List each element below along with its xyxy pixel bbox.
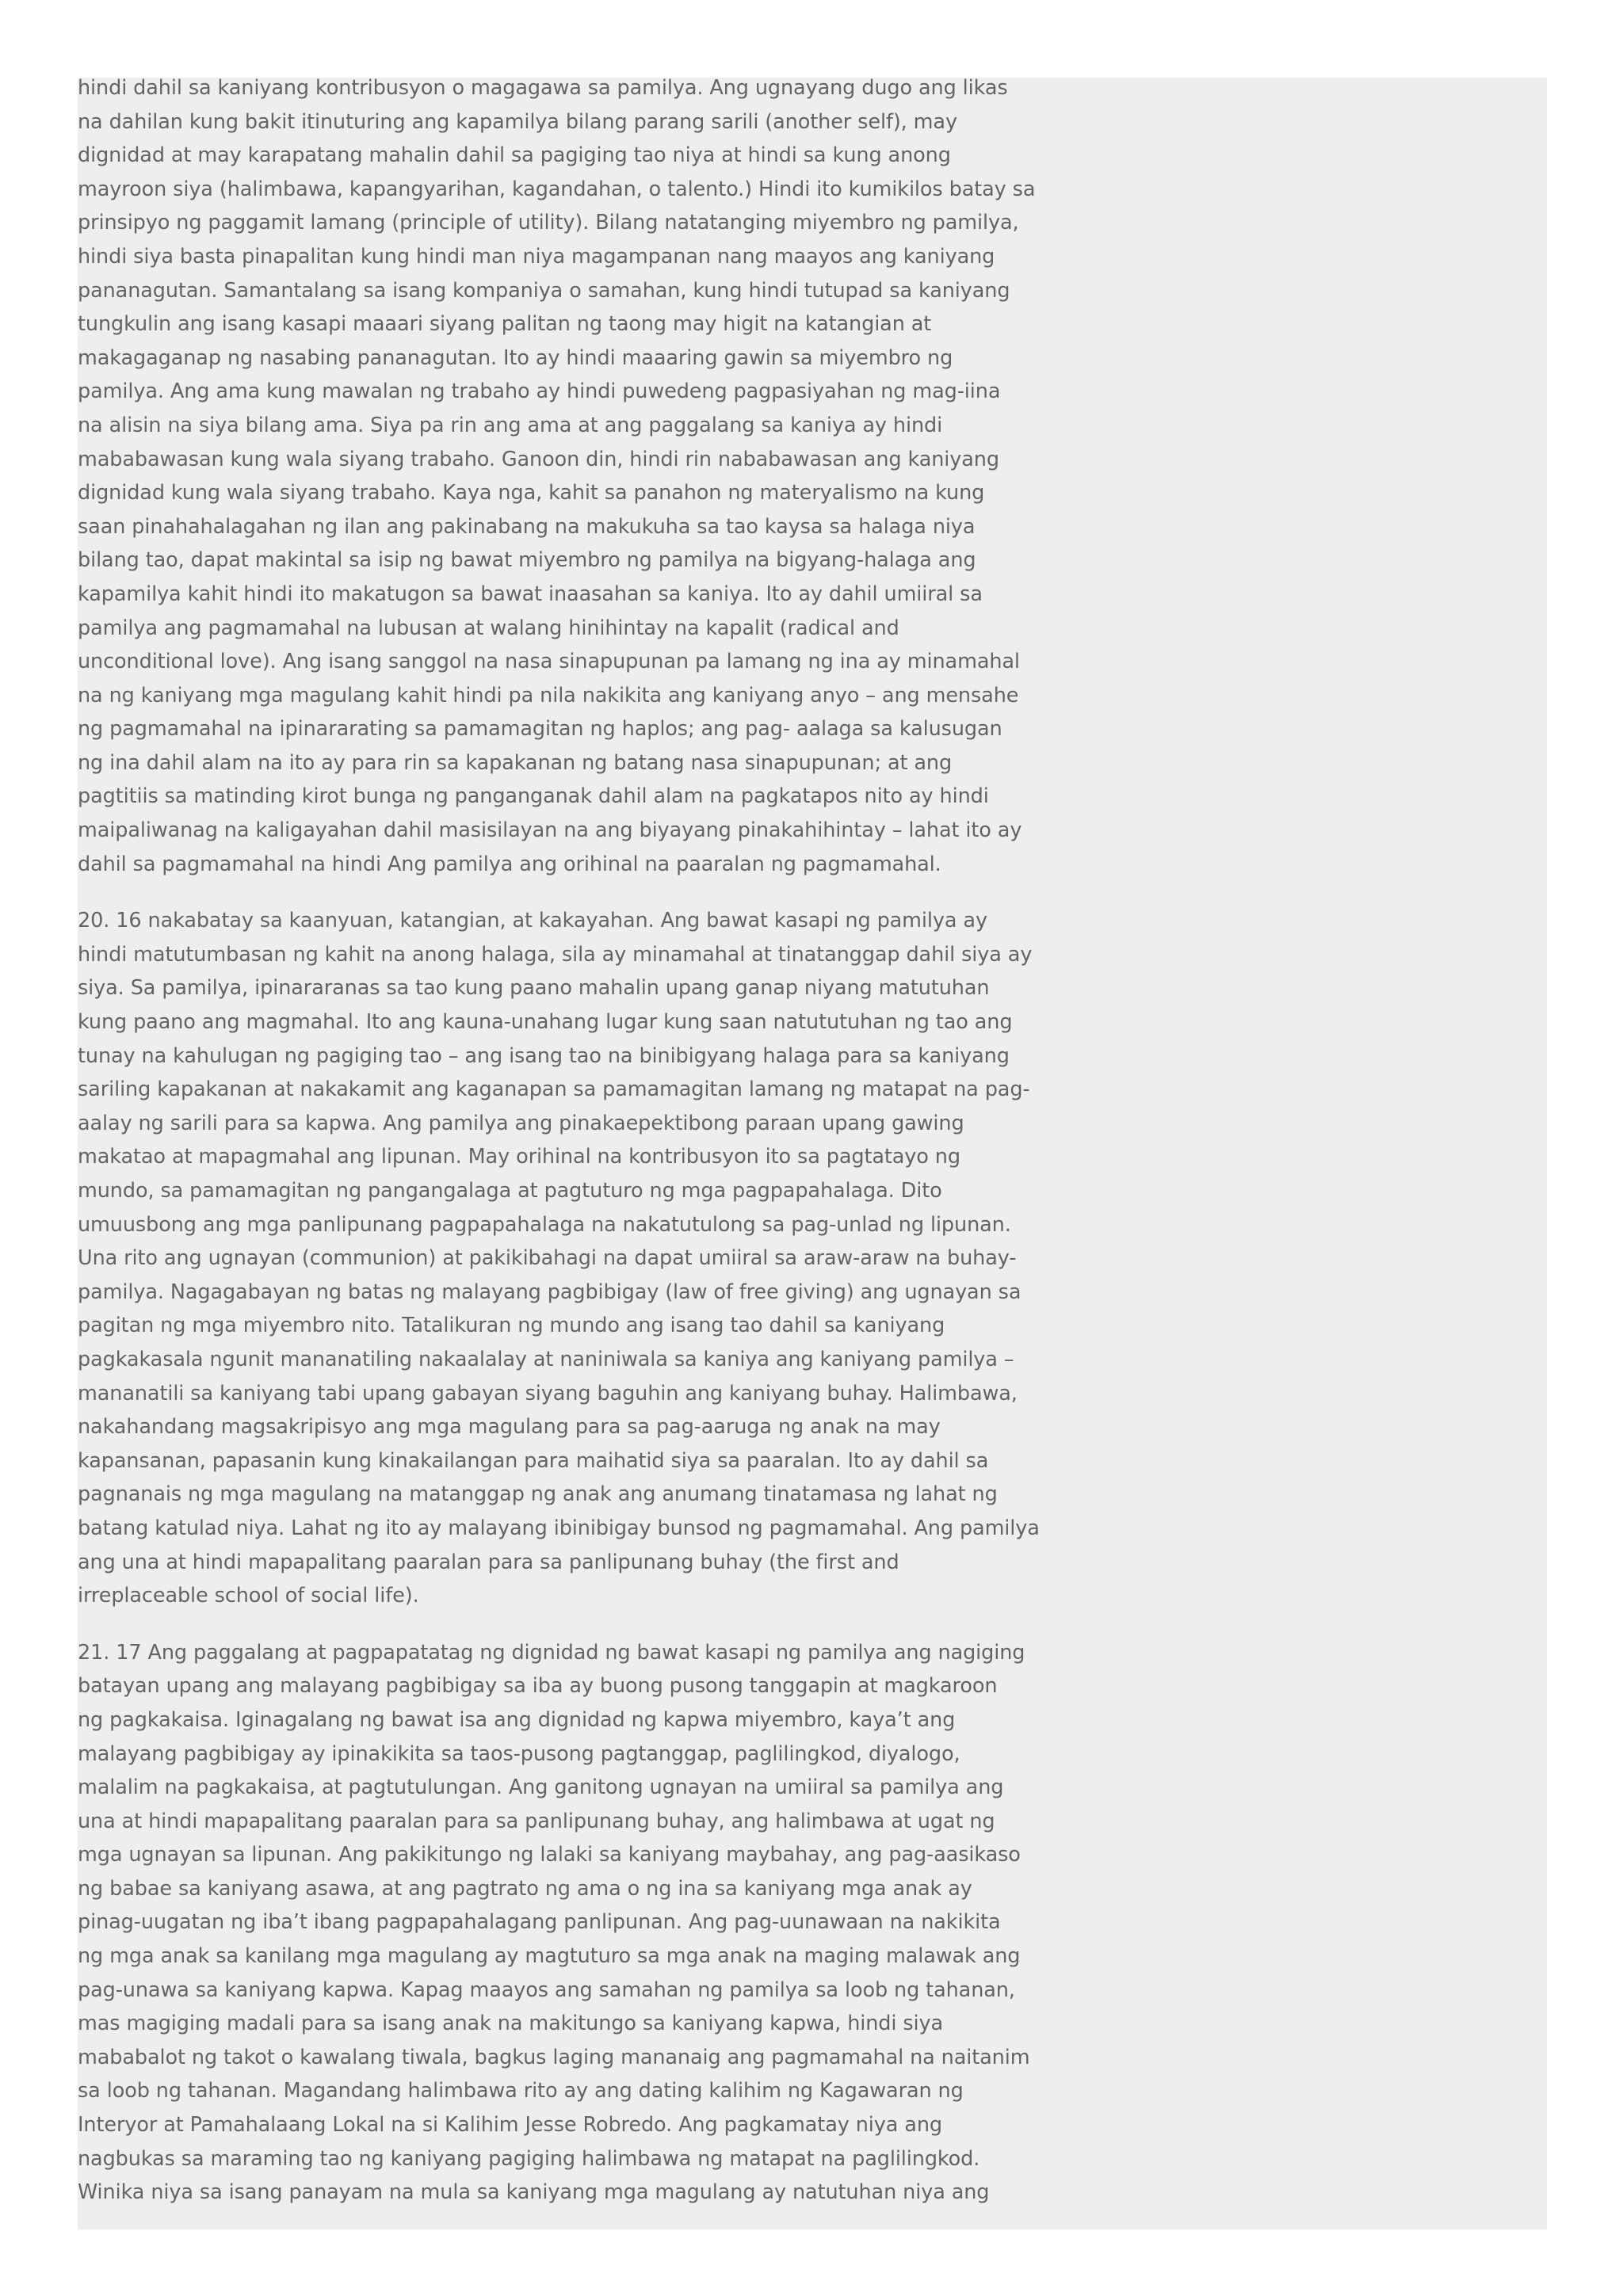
text-line: pagnanais ng mga magulang na matanggap ng anak ang anumang tinatamasa ng lahat ng bbox=[78, 1482, 998, 1507]
text-line: nagbukas sa maraming tao ng kaniyang pagiging halimbawa ng matapat na paglilingkod. bbox=[78, 2146, 980, 2171]
text-line: dahil sa pagmamahal na hindi Ang pamilya ang orihinal na paaralan ng pagmamahal. bbox=[78, 852, 941, 876]
text-line: Interyor at Pamahalaang Lokal na si Kalihim Jesse Robredo. Ang pagkamatay niya ang bbox=[78, 2113, 942, 2138]
text-line: tunay na kahulugan ng pagiging tao – ang isang tao na binibigyang halaga para sa kaniyang bbox=[78, 1043, 1010, 1068]
text-line: ng ina dahil alam na ito ay para rin sa kapakanan ng batang nasa sinapupunan; at ang bbox=[78, 750, 953, 775]
text-line: ng pagmamahal na ipinararating sa pamamagitan ng haplos; ang pag- aalaga sa kalusugan bbox=[78, 717, 1002, 742]
text-line: pamilya. Nagagabayan ng batas ng malayang pagbibigay (law of free giving) ang ugnayan sa bbox=[78, 1280, 1022, 1304]
text-line: mas magiging madali para sa isang anak na makitungo sa kaniyang kapwa, hindi siya bbox=[78, 2012, 944, 2036]
text-line: ang una at hindi mapapalitang paaralan para sa panlipunang buhay (the first and bbox=[78, 1550, 899, 1574]
text-line: prinsipyo ng paggamit lamang (principle of utility). Bilang natatanging miyembro ng pamilya, bbox=[78, 211, 1019, 235]
text-line: pagkakasala ngunit mananatiling nakaalalay at naniniwala sa kaniya ang kaniyang pamilya – bbox=[78, 1347, 1014, 1371]
text-line: pinag-uugatan ng iba’t ibang pagpapahalagang panlipunan. Ang pag-uunawaan na nakikita bbox=[78, 1910, 1001, 1935]
text-line: 20. 16 nakabatay sa kaanyuan, katangian, at kakayahan. Ang bawat kasapi ng pamilya ay bbox=[78, 909, 987, 933]
text-line: mundo, sa pamamagitan ng pangangalaga at pagtuturo ng mga pagpapahalaga. Dito bbox=[78, 1179, 942, 1203]
paragraph-3 bbox=[78, 1636, 1068, 2210]
paragraph-1 bbox=[78, 71, 1068, 881]
text-line: pamilya ang pagmamahal na lubusan at walang hinihintay na kapalit (radical and bbox=[78, 616, 899, 640]
text-line: batang katulad niya. Lahat ng ito ay malayang ibinibigay bunsod ng pagmamahal. Ang pamilya bbox=[78, 1516, 1040, 1540]
text-line: kung paano ang magmahal. Ito ang kauna-unahang lugar kung saan natututuhan ng tao ang bbox=[78, 1010, 1013, 1035]
text-line: na dahilan kung bakit itinuturing ang kapamilya bilang parang sarili (another self), may bbox=[78, 109, 957, 134]
text-line: tungkulin ang isang kasapi maaari siyang palitan ng taong may higit na katangian at bbox=[78, 312, 932, 337]
text-line: aalay ng sarili para sa kapwa. Ang pamilya ang pinakaepektibong paraan upang gawing bbox=[78, 1111, 964, 1135]
text-line: malayang pagbibigay ay ipinakikita sa taos-pusong pagtanggap, paglilingkod, diyalogo, bbox=[78, 1741, 960, 1766]
text-line: pag-unawa sa kaniyang kapwa. Kapag maayos ang samahan ng pamilya sa loob ng tahanan, bbox=[78, 1978, 1015, 2002]
text-line: na ng kaniyang mga magulang kahit hindi pa nila nakikita ang kaniyang anyo – ang mensahe bbox=[78, 683, 1019, 707]
text-line: pagitan ng mga miyembro nito. Tatalikuran ng mundo ang isang tao dahil sa kaniyang bbox=[78, 1314, 945, 1338]
text-line: mananatili sa kaniyang tabi upang gabayan siyang baguhin ang kaniyang buhay. Halimbawa, bbox=[78, 1381, 1018, 1405]
text-line: pagtitiis sa matinding kirot bunga ng panganganak dahil alam na pagkatapos nito ay hindi bbox=[78, 784, 989, 809]
text-line: una at hindi mapapalitang paaralan para sa panlipunang buhay, ang halimbawa at ugat ng bbox=[78, 1809, 995, 1833]
text-line: 21. 17 Ang paggalang at pagpapatatag ng dignidad ng bawat kasapi ng pamilya ang nagiging bbox=[78, 1640, 1025, 1665]
text-line: ng babae sa kaniyang asawa, at ang pagtrato ng ama o ng ina sa kaniyang mga anak ay bbox=[78, 1876, 972, 1901]
text-line: saan pinahahalagahan ng ilan ang pakinabang na makukuha sa tao kaysa sa halaga niya bbox=[78, 514, 976, 539]
text-line: dignidad at may karapatang mahalin dahil sa pagiging tao niya at hindi sa kung anong bbox=[78, 143, 951, 168]
text-line: maipaliwanag na kaligayahan dahil masisilayan na ang biyayang pinakahihintay – lahat ito ay bbox=[78, 818, 1022, 843]
text-line: pamilya. Ang ama kung mawalan ng trabaho ay hindi puwedeng pagpasiyahan ng mag-iina bbox=[78, 379, 1001, 404]
text-line: dignidad kung wala siyang trabaho. Kaya nga, kahit sa panahon ng materyalismo na kung bbox=[78, 481, 985, 505]
text-line: sa loob ng tahanan. Magandang halimbawa rito ay ang dating kalihim ng Kagawaran ng bbox=[78, 2079, 964, 2103]
text-line: batayan upang ang malayang pagbibigay sa iba ay buong pusong tanggapin at magkaroon bbox=[78, 1674, 998, 1699]
text-line: Winika niya sa isang panayam na mula sa kaniyang mga magulang ay natutuhan niya ang bbox=[78, 2180, 990, 2205]
text-line: hindi matutumbasan ng kahit na anong halaga, sila ay minamahal at tinatanggap dahil siya ay bbox=[78, 942, 1033, 967]
paragraph-2 bbox=[78, 904, 1068, 1612]
text-line: nakahandang magsakripisyo ang mga magulang para sa pag-aaruga ng anak na may bbox=[78, 1415, 941, 1440]
text-line: hindi siya basta pinapalitan kung hindi man niya magampanan nang maayos ang kaniyang bbox=[78, 244, 995, 269]
text-line: mayroon siya (halimbawa, kapangyarihan, kagandahan, o talento.) Hindi ito kumikilos batay sa bbox=[78, 177, 1036, 201]
text-line: malalim na pagkakaisa, at pagtutulungan. Ang ganitong ugnayan na umiiral sa pamilya ang bbox=[78, 1775, 1004, 1800]
text-line: bilang tao, dapat makintal sa isip ng bawat miyembro ng pamilya na bigyang-halaga ang bbox=[78, 548, 976, 573]
text-line: pananagutan. Samantalang sa isang kompaniya o samahan, kung hindi tutupad sa kaniyang bbox=[78, 278, 1010, 303]
document-text bbox=[78, 71, 1068, 2233]
text-line: hindi dahil sa kaniyang kontribusyon o magagawa sa pamilya. Ang ugnayang dugo ang likas bbox=[78, 76, 1008, 100]
text-line: mababalot ng takot o kawalang tiwala, bagkus laging mananaig ang pagmamahal na naitanim bbox=[78, 2045, 1030, 2069]
text-line: unconditional love). Ang isang sanggol na nasa sinapupunan pa lamang ng ina ay minamahal bbox=[78, 650, 1020, 674]
text-line: makagaganap ng nasabing pananagutan. Ito ay hindi maaaring gawin sa miyembro ng bbox=[78, 345, 953, 370]
text-line: makatao at mapagmahal ang lipunan. May orihinal na kontribusyon ito sa pagtatayo ng bbox=[78, 1145, 960, 1169]
text-line: siya. Sa pamilya, ipinararanas sa tao kung paano mahalin upang ganap niyang matutuhan bbox=[78, 976, 990, 1001]
text-line: Una rito ang ugnayan (communion) at pakikibahagi na dapat umiiral sa araw-araw na buhay- bbox=[78, 1246, 1017, 1271]
text-line: na alisin na siya bilang ama. Siya pa rin ang ama at ang paggalang sa kaniya ay hindi bbox=[78, 413, 943, 437]
text-line: sariling kapakanan at nakakamit ang kaganapan sa pamamagitan lamang ng matapat na pag- bbox=[78, 1077, 1030, 1102]
text-line: mababawasan kung wala siyang trabaho. Ganoon din, hindi rin nababawasan ang kaniyang bbox=[78, 447, 999, 471]
text-line: ng mga anak sa kanilang mga magulang ay magtuturo sa mga anak na maging malawak ang bbox=[78, 1944, 1021, 1969]
text-line: irreplaceable school of social life). bbox=[78, 1584, 419, 1608]
text-line: ng pagkakaisa. Iginagalang ng bawat isa ang dignidad ng kapwa miyembro, kaya’t ang bbox=[78, 1707, 956, 1732]
text-line: umuusbong ang mga panlipunang pagpapahalaga na nakatutulong sa pag-unlad ng lipunan. bbox=[78, 1212, 1011, 1237]
text-line: kapamilya kahit hindi ito makatugon sa bawat inaasahan sa kaniya. Ito ay dahil umiiral sa bbox=[78, 582, 983, 606]
text-line: mga ugnayan sa lipunan. Ang pakikitungo ng lalaki sa kaniyang maybahay, ang pag-aasikaso bbox=[78, 1843, 1021, 1867]
text-line: kapansanan, papasanin kung kinakailangan para maihatid siya sa paaralan. Ito ay dahil sa bbox=[78, 1448, 989, 1473]
